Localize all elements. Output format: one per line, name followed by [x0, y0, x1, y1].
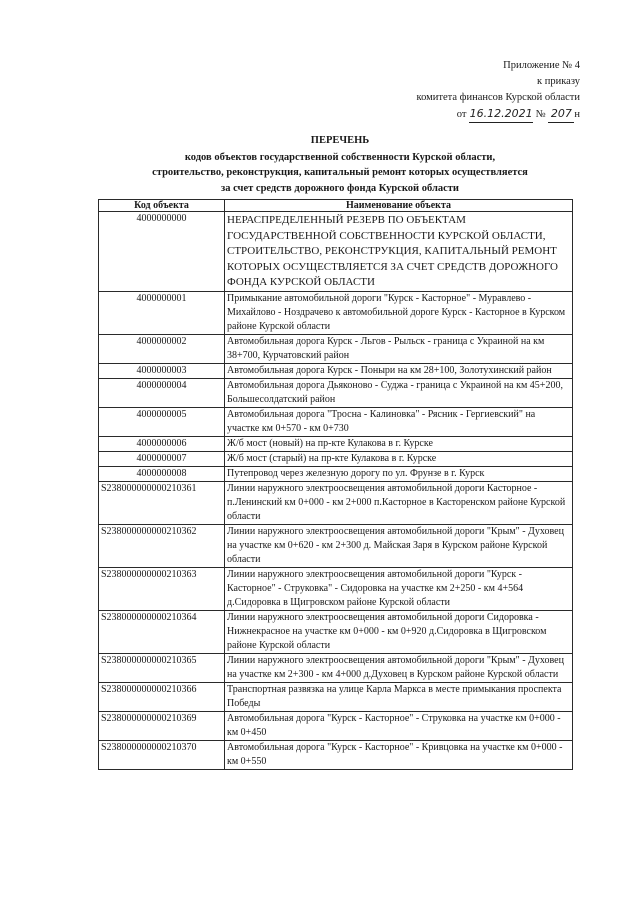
- object-code: 4000000005: [99, 407, 225, 436]
- object-code: S238000000000210369: [99, 711, 225, 740]
- object-name: Путепровод через железную дорогу по ул. Фрунзе в г. Курск: [225, 466, 573, 481]
- object-code: S238000000000210364: [99, 610, 225, 653]
- table-row: [99, 334, 573, 363]
- object-code: S238000000000210363: [99, 567, 225, 610]
- object-name: Автомобильная дорога "Курск - Касторное" - Струковка на участке км 0+000 - км 0+450: [225, 711, 573, 740]
- table-row: [99, 524, 573, 567]
- table-row: [99, 436, 573, 451]
- appendix-number: Приложение № 4: [503, 60, 580, 71]
- table-row: [99, 451, 573, 466]
- number-suffix: н: [574, 109, 580, 120]
- object-code: 4000000000: [99, 212, 225, 292]
- object-name: Примыкание автомобильной дороги "Курск - Касторное" - Муравлево - Михайлово - Ноздрачево к автомобильной дороге Курск - Касторное в Курском районе Курской области: [225, 291, 573, 334]
- subtitle-line-2: строительство, реконструкция, капитальный ремонт которых осуществляется: [152, 167, 528, 178]
- object-name: Линии наружного электроосвещения автомобильной дороги Касторное - п.Ленинский км 0+000 - км 2+000 п.Касторное в Касторенском районе Курской области: [225, 481, 573, 524]
- object-code: S238000000000210366: [99, 682, 225, 711]
- table-header-row: [99, 200, 573, 212]
- object-code: S238000000000210370: [99, 740, 225, 769]
- object-code: 4000000001: [99, 291, 225, 334]
- table-row: [99, 481, 573, 524]
- object-name: Транспортная развязка на улице Карла Маркса в месте примыкания проспекта Победы: [225, 682, 573, 711]
- object-name: Ж/б мост (старый) на пр-кте Кулакова в г. Курске: [225, 451, 573, 466]
- object-code: 4000000008: [99, 466, 225, 481]
- object-code: 4000000006: [99, 436, 225, 451]
- object-name: Автомобильная дорога Дьяконово - Суджа - граница с Украиной на км 45+200, Большесолдатский район: [225, 378, 573, 407]
- table-row: [99, 682, 573, 711]
- object-code: S238000000000210365: [99, 653, 225, 682]
- object-name: Автомобильная дорога Курск - Льгов - Рыльск - граница с Украиной на км 38+700, Курчатовский район: [225, 334, 573, 363]
- object-code: 4000000002: [99, 334, 225, 363]
- table-row: [99, 378, 573, 407]
- object-code: 4000000007: [99, 451, 225, 466]
- table-row: [99, 466, 573, 481]
- order-date: 16.12.2021: [469, 106, 533, 123]
- table-row: [99, 740, 573, 769]
- object-code: S238000000000210362: [99, 524, 225, 567]
- table-row: [99, 610, 573, 653]
- appendix-committee: комитета финансов Курской области: [416, 92, 580, 103]
- object-code: 4000000004: [99, 378, 225, 407]
- document-title: ПЕРЕЧЕНЬ: [310, 135, 370, 146]
- table-row: [99, 407, 573, 436]
- table-row: [99, 212, 573, 292]
- object-name: Автомобильная дорога Курск - Поныри на км 28+100, Золотухинский район: [225, 363, 573, 378]
- appendix-order-ref: к приказу: [537, 76, 580, 87]
- order-number: 207: [548, 106, 574, 123]
- subtitle-line-3: за счет средств дорожного фонда Курской области: [221, 182, 459, 194]
- table-row: [99, 653, 573, 682]
- subtitle-line-1: кодов объектов государственной собственности Курской области,: [184, 151, 496, 163]
- object-name: Линии наружного электроосвещения автомобильной дороги "Крым" - Духовец на участке км 2+300 - км 4+000 д.Духовец в Курском районе Курской области: [225, 653, 573, 682]
- object-name: Автомобильная дорога "Курск - Касторное" - Кривцовка на участке км 0+000 - км 0+550: [225, 740, 573, 769]
- table-row: [99, 291, 573, 334]
- object-name: Линии наружного электроосвещения автомобильной дороги "Курск - Касторное" - Струковка" - Сидоровка на участке км 2+250 - км 4+564 д.Сидоровка в Щигровском районе Курской области: [225, 567, 573, 610]
- object-name: Линии наружного электроосвещения автомобильной дороги "Крым" - Духовец на участке км 0+620 - км 2+300 д. Майская Заря в Курском районе Курской области: [225, 524, 573, 567]
- column-header-name: Наименование объекта: [225, 200, 573, 212]
- objects-table: [98, 199, 573, 770]
- object-code: S238000000000210361: [99, 481, 225, 524]
- from-prefix: от: [456, 109, 467, 120]
- appendix-block: [340, 58, 580, 123]
- object-name: Ж/б мост (новый) на пр-кте Кулакова в г. Курске: [225, 436, 573, 451]
- table-row: [99, 711, 573, 740]
- document-heading: [100, 133, 580, 196]
- number-sign: №: [535, 109, 546, 120]
- column-header-code: Код объекта: [99, 200, 225, 212]
- object-code: 4000000003: [99, 363, 225, 378]
- order-date-number: [340, 106, 580, 123]
- table-row: [99, 567, 573, 610]
- table-row: [99, 363, 573, 378]
- object-name: Линии наружного электроосвещения автомобильной дороги Сидоровка - Нижнекрасное на участке км 0+000 - км 0+920 д.Сидоровка в Щигровском районе Курской области: [225, 610, 573, 653]
- object-name: НЕРАСПРЕДЕЛЕННЫЙ РЕЗЕРВ ПО ОБЪЕКТАМ ГОСУДАРСТВЕННОЙ СОБСТВЕННОСТИ КУРСКОЙ ОБЛАСТИ, СТРОИТЕЛЬСТВО, РЕКОНСТРУКЦИЯ, КАПИТАЛЬНЫЙ РЕМОНТ КОТОРЫХ ОСУЩЕСТВЛЯЕТСЯ ЗА СЧЕТ СРЕДСТВ ДОРОЖНОГО ФОНДА КУРСКОЙ ОБЛАСТИ: [225, 212, 573, 292]
- object-name: Автомобильная дорога "Тросна - Калиновка" - Рясник - Гергиевский" на участке км 0+570 - км 0+730: [225, 407, 573, 436]
